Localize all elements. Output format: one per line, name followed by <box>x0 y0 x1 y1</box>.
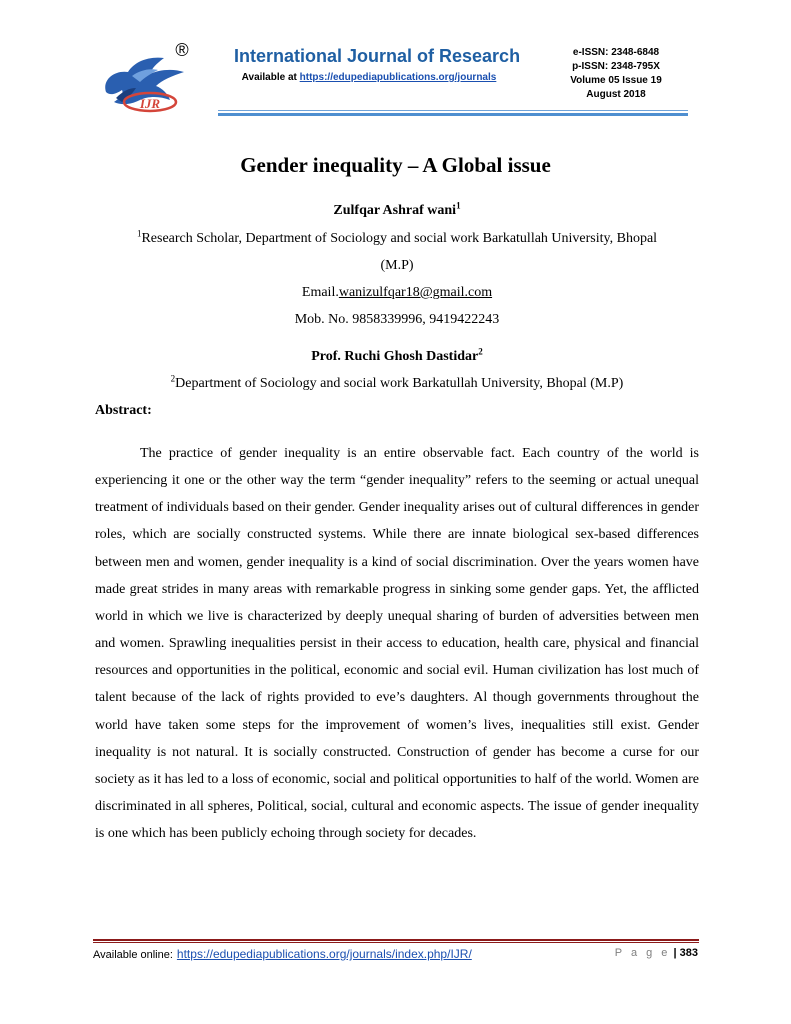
affiliation-1-line-1 <box>95 228 699 247</box>
footer-journal-link[interactable]: https://edupediapublications.org/journals/index.php/IJR/ <box>176 947 472 961</box>
header-rule-thick <box>218 113 688 116</box>
affiliation-2-sup: 2 <box>170 373 176 384</box>
author-email <box>95 285 699 301</box>
affiliation-2 <box>95 373 699 392</box>
footer-rule-thin <box>93 942 699 943</box>
header-rule-thin <box>218 110 688 111</box>
page-separator: | <box>673 947 677 959</box>
author-2 <box>95 346 699 365</box>
author-mobile: Mob. No. 9858339996, 9419422243 <box>294 312 500 327</box>
svg-text:®: ® <box>175 40 189 60</box>
abstract-text: The practice of gender inequality is an entire observable fact. Each country of the world is experiencing it one or the other way the term “gender inequality” refers to the seeming or actual unequal treatment of individuals based on their gender. Gender inequality arises out of cultural differences in gender roles, which are socially constructed systems. While there are innate biological sex-based differences between men and women, gender inequality is a kind of social discrimination. Over the years women have made great strides in many areas with remarkable progress in sinking some gender gaps. Yet, the afflicted world in which we live is characterized by deeply unequal sharing of burden of adversities between men and women. Sprawling inequalities persist in their access to education, health care, physical and financial resources and opportunities in the political, economic and social evil. Human civilization has lost much of talent because of the lack of rights provided to eve’s daughters. Al though governments throughout the world have taken some steps for the improvement of women’s lives, inequalities still exist. Gender inequality is not natural. It is socially constructed. Construction of gender has become a curse for our society as it has led to a loss of economic, social and political opportunities to half of the world. Women are discriminated in all spheres, Political, social, cultural and economic aspects. The issue of gender inequality is one which has been publicly echoing through society for decades. <box>95 446 699 842</box>
author-1-sup: 1 <box>456 200 461 211</box>
abstract-heading: Abstract: <box>95 403 152 418</box>
availability-prefix: Available at <box>241 72 300 83</box>
author-1-name: Zulfqar Ashraf wani <box>333 203 457 218</box>
svg-text:IJR: IJR <box>139 96 161 111</box>
issue-date: August 2018 <box>586 89 646 100</box>
affiliation-2-text: Department of Sociology and social work Barkatullah University, Bhopal (M.P) <box>175 376 624 391</box>
page-indicator <box>615 947 698 959</box>
journal-title: International Journal of Research <box>234 46 521 66</box>
volume-issue: Volume 05 Issue 19 <box>570 75 662 86</box>
email-link[interactable]: wanizulfqar18@gmail.com <box>338 285 493 300</box>
affiliation-1-line-2: (M.P) <box>380 258 414 273</box>
page-number: 383 <box>679 947 698 959</box>
winged-horse-logo-icon <box>92 40 198 118</box>
affiliation-1-text: Research Scholar, Department of Sociology and social work Barkatullah University, Bhopal <box>141 231 658 246</box>
author-1 <box>95 200 699 219</box>
affiliation-1-sup: 1 <box>136 228 142 239</box>
email-prefix: Email. <box>301 285 339 300</box>
journal-logo <box>92 40 198 118</box>
eissn: e-ISSN: 2348-6848 <box>572 47 660 58</box>
footer-rule-thick <box>93 939 699 941</box>
pissn: p-ISSN: 2348-795X <box>572 61 660 72</box>
paper-title: Gender inequality – A Global issue <box>240 153 551 177</box>
footer-availability <box>93 947 472 961</box>
issn-block <box>556 46 676 102</box>
author-2-name: Prof. Ruchi Ghosh Dastidar <box>311 349 479 364</box>
journal-availability <box>220 72 518 83</box>
footer-available-label: Available online: <box>93 949 173 961</box>
page-word: P a g e <box>614 947 671 959</box>
journal-url-link[interactable]: https://edupediapublications.org/journals <box>299 72 497 83</box>
author-2-sup: 2 <box>478 346 483 357</box>
